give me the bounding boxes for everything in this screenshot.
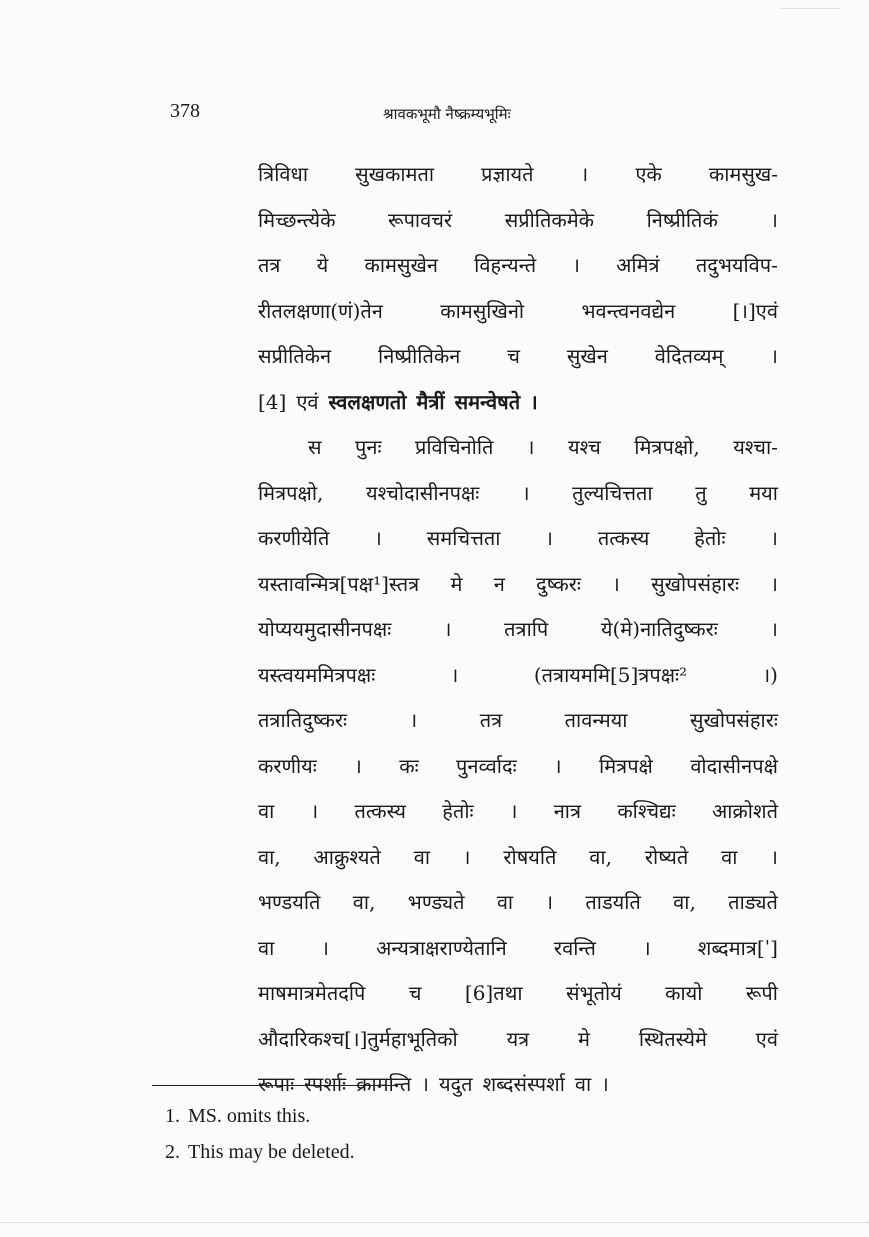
- footnote-text: This may be deleted.: [188, 1141, 355, 1163]
- footnote-separator: [152, 1085, 395, 1086]
- text-line: [258, 926, 778, 972]
- text-line: [258, 653, 778, 699]
- text-word: औदारिकश्च[।]तुर्महाभूतिको: [258, 1026, 458, 1051]
- text-word: हेतोः: [442, 799, 474, 823]
- text-line: [258, 152, 778, 198]
- text-word: मे: [578, 1026, 591, 1051]
- text-word: तत्कस्य: [597, 526, 650, 550]
- text-word: रवन्ति: [553, 935, 596, 960]
- text-line: [258, 789, 778, 835]
- text-word: तत्कस्य: [354, 799, 407, 823]
- text-word: तदुभयविप-: [695, 253, 778, 277]
- text-word: [।]एवं: [732, 298, 778, 323]
- text-word: ।: [443, 617, 452, 641]
- text-word: पुनर्व्वादः: [456, 753, 517, 778]
- text-word: मित्रपक्षो,: [258, 480, 324, 505]
- text-word: वा: [496, 890, 514, 914]
- text-word: यस्त्वयममित्रपक्षः: [258, 662, 376, 687]
- text-word: यश्चोदासीनपक्षः: [366, 480, 480, 505]
- text-word: स्पर्शाः: [304, 1072, 347, 1096]
- text-word: ।: [770, 207, 778, 232]
- text-word: मित्रपक्षो,: [634, 435, 700, 459]
- text-word: हेतोः: [694, 526, 726, 550]
- text-word: सप्रीतिकमेके: [504, 207, 595, 232]
- text-line: [258, 607, 778, 653]
- text-word: ।: [770, 844, 778, 869]
- text-word: संभूतोयं: [565, 981, 622, 1005]
- text-word: रूपावचरं: [388, 207, 453, 232]
- footnote-number: 2.: [165, 1141, 180, 1163]
- text-word: पुनः: [355, 435, 382, 459]
- text-word: भण्डयति: [258, 890, 321, 914]
- text-word: ।: [526, 435, 535, 459]
- text-line: [258, 243, 778, 289]
- footnote-2: [165, 1134, 355, 1170]
- text-word: च: [507, 344, 520, 368]
- main-text-block: [258, 152, 778, 1108]
- text-word: ।: [509, 799, 518, 823]
- text-word: स: [308, 435, 322, 459]
- text-word: वा: [258, 935, 275, 960]
- text-word: ।: [601, 1072, 609, 1096]
- text-word: ।: [770, 617, 778, 641]
- text-word: कः: [399, 753, 419, 778]
- text-word: कामसुखेन: [364, 253, 438, 277]
- text-word: ।: [354, 753, 362, 778]
- text-word: वा: [413, 844, 431, 869]
- text-word: निष्प्रीतिकेन: [378, 344, 461, 368]
- text-word: रूपाः: [258, 1072, 295, 1096]
- text-word: वा: [574, 1072, 592, 1096]
- text-word: च: [408, 981, 422, 1005]
- text-word: भवन्त्वनवद्येन: [581, 298, 676, 323]
- text-word: वेदितव्यम्: [654, 344, 724, 368]
- text-word: ।): [762, 662, 778, 687]
- text-word: अमित्रं: [616, 253, 660, 277]
- text-word: निष्प्रीतिकं: [646, 207, 718, 232]
- text-word: रोष्यते: [644, 844, 689, 869]
- text-line: [258, 971, 778, 1017]
- text-word: ताड्यते: [728, 890, 778, 914]
- text-word: वा: [721, 844, 738, 869]
- text-line: [258, 835, 778, 881]
- text-word: शब्दसंस्पर्शा: [482, 1072, 565, 1096]
- text-word: वा,: [352, 890, 376, 914]
- running-title: श्रावकभूमौ नैष्क्रम्यभूमिः: [383, 105, 511, 123]
- text-word: यस्तावन्मित्र[पक्ष¹]स्तत्र: [258, 571, 420, 596]
- text-word: तत्रातिदुष्करः: [258, 708, 348, 732]
- text-word: ।: [421, 1072, 429, 1096]
- text-word: मित्रपक्षे: [599, 753, 653, 778]
- text-word: कश्चिद्यः: [617, 799, 676, 823]
- text-word: प्रविचिनोति: [415, 435, 494, 459]
- text-word: समचित्तता: [426, 526, 501, 550]
- text-word: स्थितस्येमे: [638, 1026, 707, 1051]
- scan-edge-top: [780, 8, 840, 9]
- text-word: तत्र: [258, 253, 281, 277]
- text-word: शब्दमात्र[ˈ]: [697, 935, 778, 960]
- text-word: समन्वेषते: [454, 389, 521, 414]
- text-line: [258, 698, 778, 744]
- text-word: ।: [554, 753, 562, 778]
- text-word: यश्च: [567, 435, 601, 459]
- text-word: सप्रीतिकेन: [258, 344, 332, 368]
- text-word: तुल्यचित्तता: [572, 480, 653, 505]
- text-line: [258, 1017, 778, 1063]
- text-word: ।: [462, 844, 471, 869]
- text-word: ।: [572, 253, 580, 277]
- text-word: ।: [450, 662, 459, 687]
- text-word: वा,: [589, 844, 612, 869]
- text-word: एके: [635, 162, 662, 186]
- text-word: तावन्मया: [564, 708, 628, 732]
- text-word: वा: [258, 799, 275, 823]
- text-line: [258, 880, 778, 926]
- text-line: [258, 334, 778, 380]
- text-word: स्वलक्षणतो: [328, 389, 407, 414]
- text-word: कामसुख-: [708, 162, 778, 186]
- text-word: ये: [316, 253, 329, 277]
- text-word: एवं: [755, 1026, 778, 1051]
- text-line: [258, 516, 778, 562]
- text-word: योप्ययमुदासीनपक्षः: [258, 617, 392, 641]
- text-word: अन्यत्राक्षराण्येतानि: [376, 935, 507, 960]
- text-word: तु: [695, 480, 707, 505]
- footnote-text: MS. omits this.: [188, 1105, 311, 1127]
- text-line: [258, 562, 778, 608]
- text-word: क्रामन्ति: [356, 1072, 412, 1096]
- text-word: सुखोपसंहारः: [651, 571, 740, 596]
- text-word: विहन्यन्ते: [474, 253, 537, 277]
- text-word: सुखोपसंहारः: [689, 708, 778, 732]
- text-word: कामसुखिनो: [440, 298, 525, 323]
- text-word: रूपी: [745, 981, 778, 1005]
- text-word: सुखेन: [566, 344, 608, 368]
- text-word: यदुत: [438, 1072, 473, 1096]
- text-word: वा,: [258, 844, 281, 869]
- text-word: ।: [545, 890, 554, 914]
- text-word: कायो: [665, 981, 703, 1005]
- text-line: [258, 198, 778, 244]
- text-line: [258, 289, 778, 335]
- text-word: ।: [545, 526, 553, 550]
- text-word: ।: [310, 799, 319, 823]
- text-word: मिच्छन्त्येके: [258, 207, 336, 232]
- text-word: [4]: [258, 389, 287, 414]
- text-word: प्रज्ञायते: [481, 162, 534, 186]
- text-word: ये(मे)नातिदुष्करः: [600, 617, 718, 641]
- text-word: (तत्रायममि[5]त्रपक्षः²: [533, 662, 688, 687]
- text-word: यश्चा-: [733, 435, 778, 459]
- page-number: 378: [170, 100, 200, 122]
- text-word: ।: [612, 571, 620, 596]
- text-word: सुखकामता: [355, 162, 435, 186]
- text-word: वा,: [673, 890, 696, 914]
- text-word: दुष्करः: [536, 571, 581, 596]
- footnote-1: [165, 1098, 355, 1134]
- text-word: भण्ड्यते: [407, 890, 465, 914]
- text-word: ।: [770, 571, 778, 596]
- text-word: ।: [409, 708, 418, 732]
- text-word: मे: [450, 571, 463, 596]
- text-word: ।: [530, 389, 538, 414]
- text-word: करणीयः: [258, 753, 317, 778]
- text-word: करणीयेति: [258, 526, 330, 550]
- text-word: माषमात्रमेतदपि: [258, 981, 366, 1005]
- text-word: आक्रोशते: [711, 799, 778, 823]
- text-word: ।: [374, 526, 382, 550]
- text-word: तत्र: [479, 708, 503, 732]
- text-word: तत्रापि: [504, 617, 549, 641]
- text-word: वोदासीनपक्षे: [690, 753, 778, 778]
- text-word: आक्रुश्यते: [313, 844, 381, 869]
- text-word: ।: [521, 480, 530, 505]
- text-word: ताडयति: [585, 890, 641, 914]
- text-word: त्रिविधा: [258, 162, 308, 186]
- text-word: यत्र: [506, 1026, 530, 1051]
- text-line: [258, 471, 778, 517]
- text-line: [258, 380, 778, 426]
- text-word: ।: [580, 162, 589, 186]
- text-word: मया: [749, 480, 778, 505]
- text-word: रीतलक्षणा(णं)तेन: [258, 298, 383, 323]
- text-word: ।: [321, 935, 330, 960]
- text-word: ।: [643, 935, 651, 960]
- text-line: [258, 744, 778, 790]
- footnote-number: 1.: [165, 1105, 180, 1127]
- text-word: ।: [770, 344, 778, 368]
- text-word: एवं: [296, 389, 319, 414]
- text-word: नात्र: [553, 799, 582, 823]
- scan-edge-bottom: [0, 1222, 869, 1223]
- text-word: मैत्रीं: [416, 389, 445, 414]
- footnotes: [165, 1098, 355, 1170]
- text-word: ।: [770, 526, 778, 550]
- text-word: [6]तथा: [464, 981, 523, 1005]
- text-word: न: [493, 571, 505, 596]
- text-line: [258, 425, 778, 471]
- text-word: रोषयति: [503, 844, 557, 869]
